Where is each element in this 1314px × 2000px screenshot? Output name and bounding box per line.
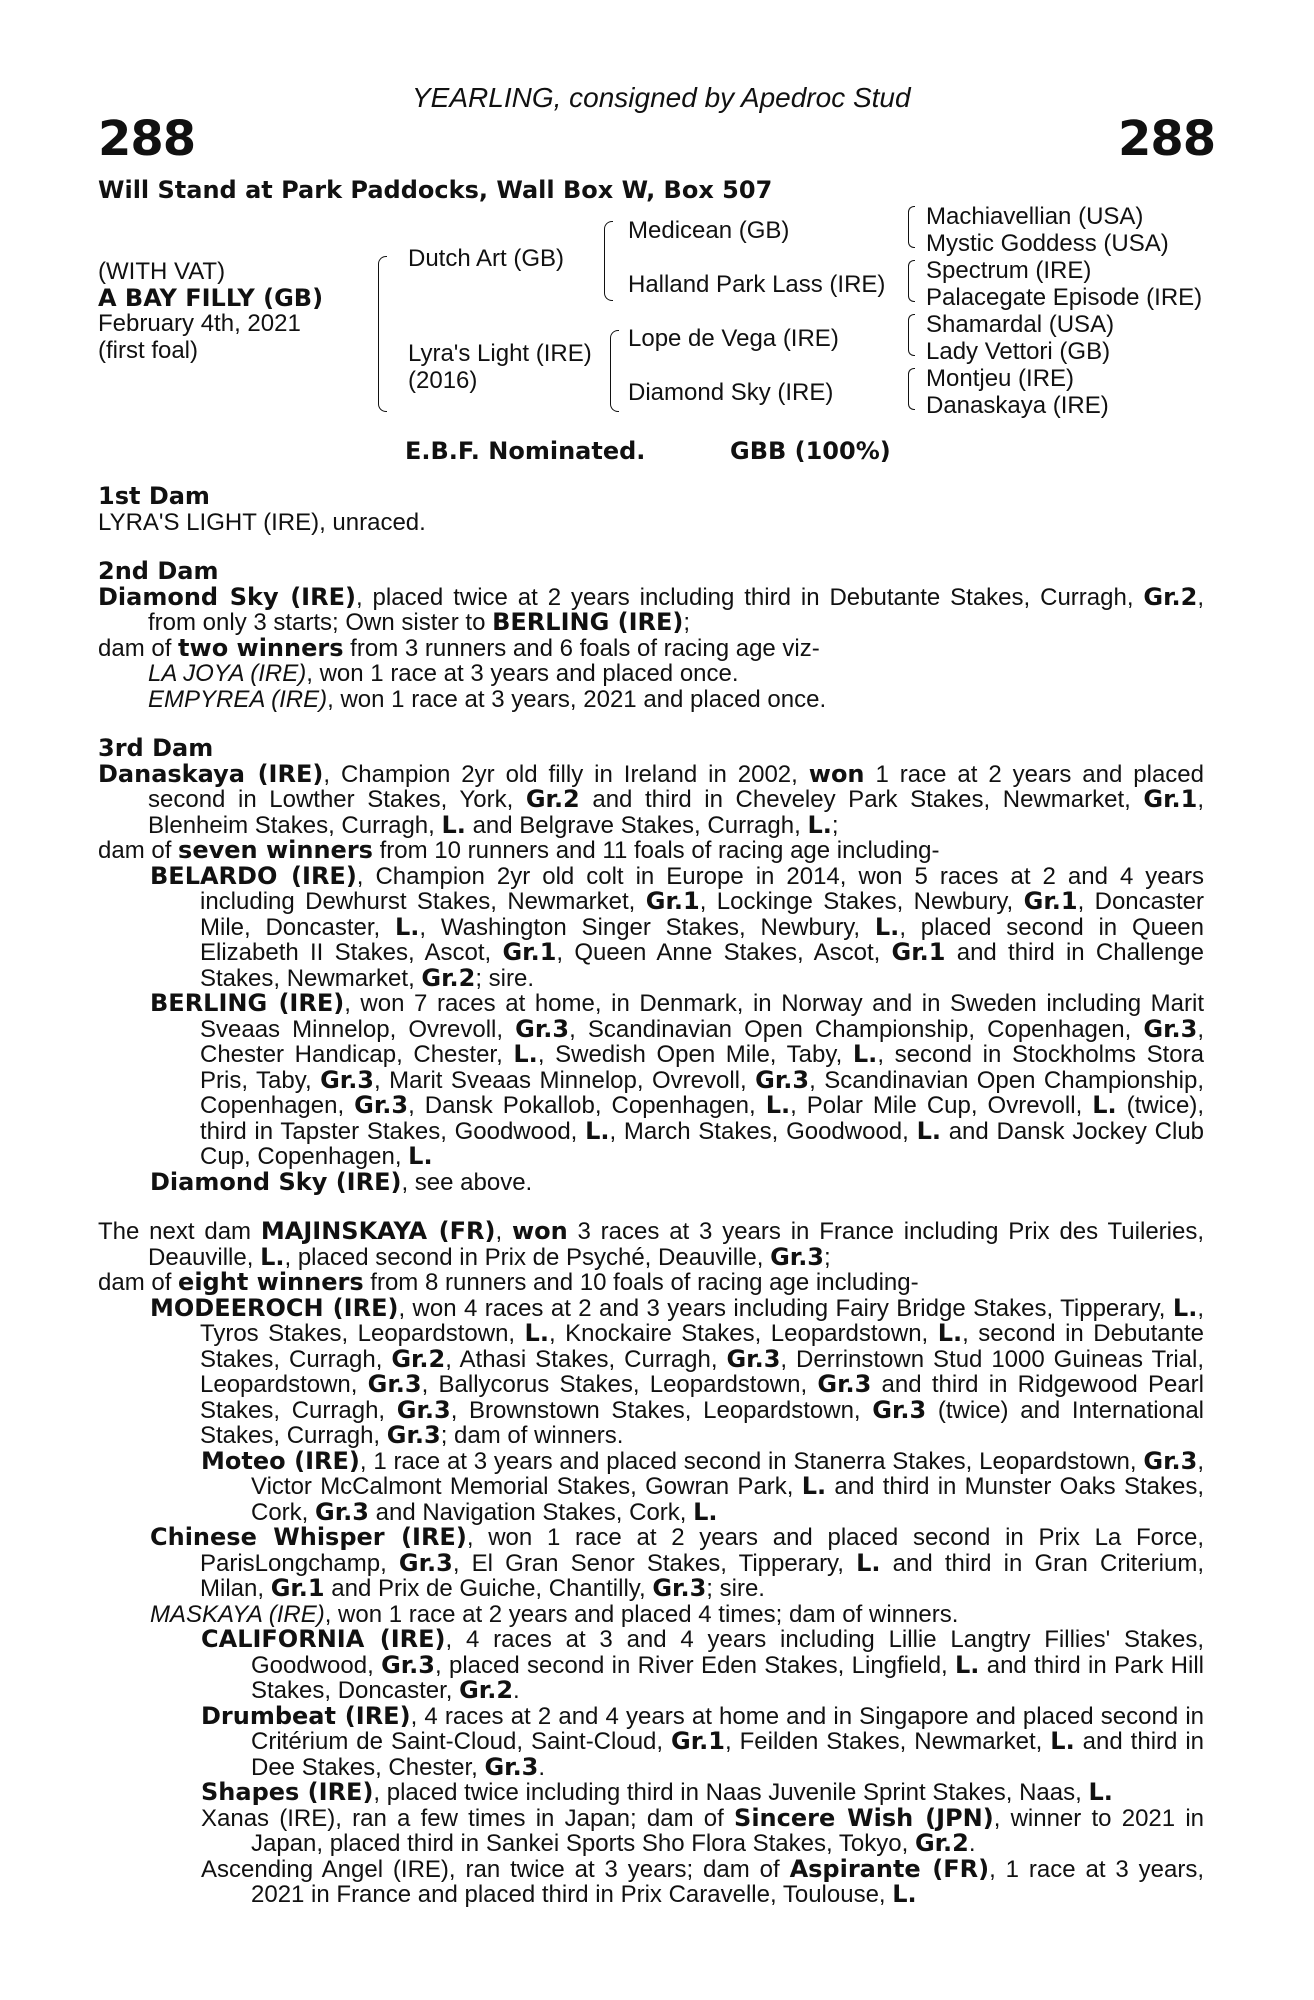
list-item: Diamond Sky (IRE), see above. [150,1167,533,1196]
catalogue-body [98,484,1204,1908]
ss-sire: Machiavellian (USA) [926,203,1144,230]
sd-sire: Spectrum (IRE) [926,257,1092,284]
dam-dam: Diamond Sky (IRE) [628,379,834,406]
list-item: BERLING (IRE), won 7 races at home, in Denmark, in Norway and in Sweden including Marit Sveaas Minnelop, Ovrevoll, Gr.3, Scandinavian Open Championship, Copenhagen, Gr.3, Chester Handicap, Chester, L., Swedish Open Mile, Taby, L., second in Stockholms Stora Pris, Taby, Gr.3, Marit Sveaas Minnelop, Ovrevoll, Gr.3, Scandinavian Open Championship, Copenhagen, Gr.3, Dansk Pokallob, Copenhagen, L., Polar Mile Cup, Ovrevoll, L. (twice), third in Tapster Stakes, Goodwood, L., March Stakes, Goodwood, L. and Dansk Jockey Club Cup, Copenhagen, L. [150,989,1205,1170]
dam-year: (2016) [408,367,478,394]
sire-sire: Medicean (GB) [628,217,790,244]
list-item: EMPYREA (IRE), won 1 race at 3 years, 2021 and placed once. [148,685,827,713]
lot-number-right: 288 [1118,111,1216,167]
dam-name: Lyra's Light (IRE) [408,340,592,367]
list-item: BELARDO (IRE), Champion 2yr old colt in Europe in 2014, won 5 races at 2 and 4 years including Dewhurst Stakes, Newmarket, Gr.1, Lockinge Stakes, Newbury, Gr.1, Doncaster Mile, Doncaster, L., Washington Singer Stakes, Newbury, L., placed second in Queen Elizabeth II Stakes, Ascot, Gr.1, Queen Anne Stakes, Ascot, Gr.1 and third in Challenge Stakes, Newmarket, Gr.2; sire. [150,861,1205,992]
dd-sire: Montjeu (IRE) [926,365,1075,392]
brace-dam [610,330,619,412]
gbb-percentage: GBB (100%) [730,437,891,465]
next-dam-record: The next dam MAJINSKAYA (FR), won 3 races at 3 years in France including Prix des Tuileries, Deauville, L., placed second in Prix de Psyché, Deauville, Gr.3; [98,1217,1205,1271]
ss-dam: Mystic Goddess (USA) [926,230,1169,257]
list-item: LA JOYA (IRE), won 1 race at 3 years and placed once. [148,660,739,687]
dd-dam: Danaskaya (IRE) [926,392,1109,419]
list-item: Shapes (IRE), placed twice including third in Naas Juvenile Sprint Stakes, Naas, L. [201,1778,1113,1806]
list-item: Chinese Whisper (IRE), won 1 race at 2 years and placed second in Prix La Force, ParisLongchamp, Gr.3, El Gran Senor Stakes, Tipperary, L. and third in Gran Criterium, Milan, Gr.1 and Prix de Guiche, Chantilly, Gr.3; sire. [150,1523,1205,1602]
list-item: MASKAYA (IRE), won 1 race at 2 years and placed 4 times; dam of winners. [150,1600,959,1628]
brace-main [378,256,387,412]
vat-note: (WITH VAT) [98,258,226,285]
dam-sire: Lope de Vega (IRE) [628,325,839,352]
brace-sd [908,260,915,302]
ds-dam: Lady Vettori (GB) [926,338,1111,365]
third-dam-record: Danaskaya (IRE), Champion 2yr old filly in Ireland in 2002, won 1 race at 2 years and placed second in Lowther Stakes, York, Gr.2 and third in Cheveley Park Stakes, Newmarket, Gr.1, Blenheim Stakes, Curragh, L. and Belgrave Stakes, Curragh, L.; [98,759,1205,839]
stand-location: Will Stand at Park Paddocks, Wall Box W, Box 507 [98,176,773,204]
list-item: MODEEROCH (IRE), won 4 races at 2 and 3 years including Fairy Bridge Stakes, Tipperary, L., Tyros Stakes, Leopardstown, L., Knockaire Stakes, Leopardstown, L., second in Debutante Stakes, Curragh, Gr.2, Athasi Stakes, Curragh, Gr.3, Derrinstown Stud 1000 Guineas Trial, Leopardstown, Gr.3, Ballycorus Stakes, Leopardstown, Gr.3 and third in Ridgewood Pearl Stakes, Curragh, Gr.3, Brownstown Stakes, Leopardstown, Gr.3 (twice) and International Stakes, Curragh, Gr.3; dam of winners. [150,1293,1205,1449]
list-item: CALIFORNIA (IRE), 4 races at 3 and 4 years including Lillie Langtry Fillies' Stakes, Goodwood, Gr.3, placed second in River Eden Stakes, Lingfield, L. and third in Park Hill Stakes, Doncaster, Gr.2. [201,1625,1205,1704]
list-item: Ascending Angel (IRE), ran twice at 3 years; dam of Aspirante (FR), 1 race at 3 years, 2021 in France and placed third in Prix Caravelle, Toulouse, L. [201,1854,1204,1908]
list-item: Drumbeat (IRE), 4 races at 2 and 4 years at home and in Singapore and placed second in Critérium de Saint-Cloud, Saint-Cloud, Gr.1, Feilden Stakes, Newmarket, L. and third in Dee Stakes, Chester, Gr.3. [201,1701,1205,1781]
sd-dam: Palacegate Episode (IRE) [926,284,1203,311]
second-dam-produce: dam of two winners from 3 runners and 6 foals of racing age viz- [98,633,820,662]
next-dam-section [98,1219,1204,1908]
brace-ds [908,314,915,356]
second-dam-section [98,559,1204,712]
consignor-line: YEARLING, consigned by Apedroc Stud [412,82,911,113]
sire-dam: Halland Park Lass (IRE) [628,271,886,298]
first-dam-text: LYRA'S LIGHT (IRE), unraced. [98,508,426,536]
ds-sire: Shamardal (USA) [926,311,1115,338]
first-dam-section [98,484,1204,535]
first-dam-heading: 1st Dam [98,482,210,510]
second-dam-heading: 2nd Dam [98,557,219,585]
list-item: Moteo (IRE), 1 race at 3 years and placed second in Stanerra Stakes, Leopardstown, Gr.3, Victor McCalmont Memorial Stakes, Gowran Park, L. and third in Munster Oaks Stakes, Cork, Gr.3 and Navigation Stakes, Cork, L. [201,1446,1204,1526]
list-item: Xanas (IRE), ran a few times in Japan; dam of Sincere Wish (JPN), winner to 2021 in Japan, placed third in Sankei Sports Sho Flora Stakes, Tokyo, Gr.2. [201,1803,1205,1857]
third-dam-heading: 3rd Dam [98,734,214,762]
next-dam-produce: dam of eight winners from 8 runners and 10 foals of racing age including- [98,1268,919,1296]
third-dam-produce: dam of seven winners from 10 runners and 11 foals of racing age including- [98,836,940,864]
brace-sire [604,221,613,301]
lot-number-left: 288 [98,111,196,167]
date-of-birth: February 4th, 2021 [98,310,301,337]
ebf-nominated: E.B.F. Nominated. [405,437,646,465]
third-dam-section [98,736,1204,1195]
horse-name: A BAY FILLY (GB) [98,284,324,312]
second-dam-record: Diamond Sky (IRE), placed twice at 2 years including third in Debutante Stakes, Curragh, Gr.2, from only 3 starts; Own sister to BERLING (IRE); [98,582,1205,636]
sire-name: Dutch Art (GB) [408,245,565,272]
brace-dd [908,368,915,410]
brace-ss [908,206,915,248]
foal-note: (first foal) [98,337,199,364]
